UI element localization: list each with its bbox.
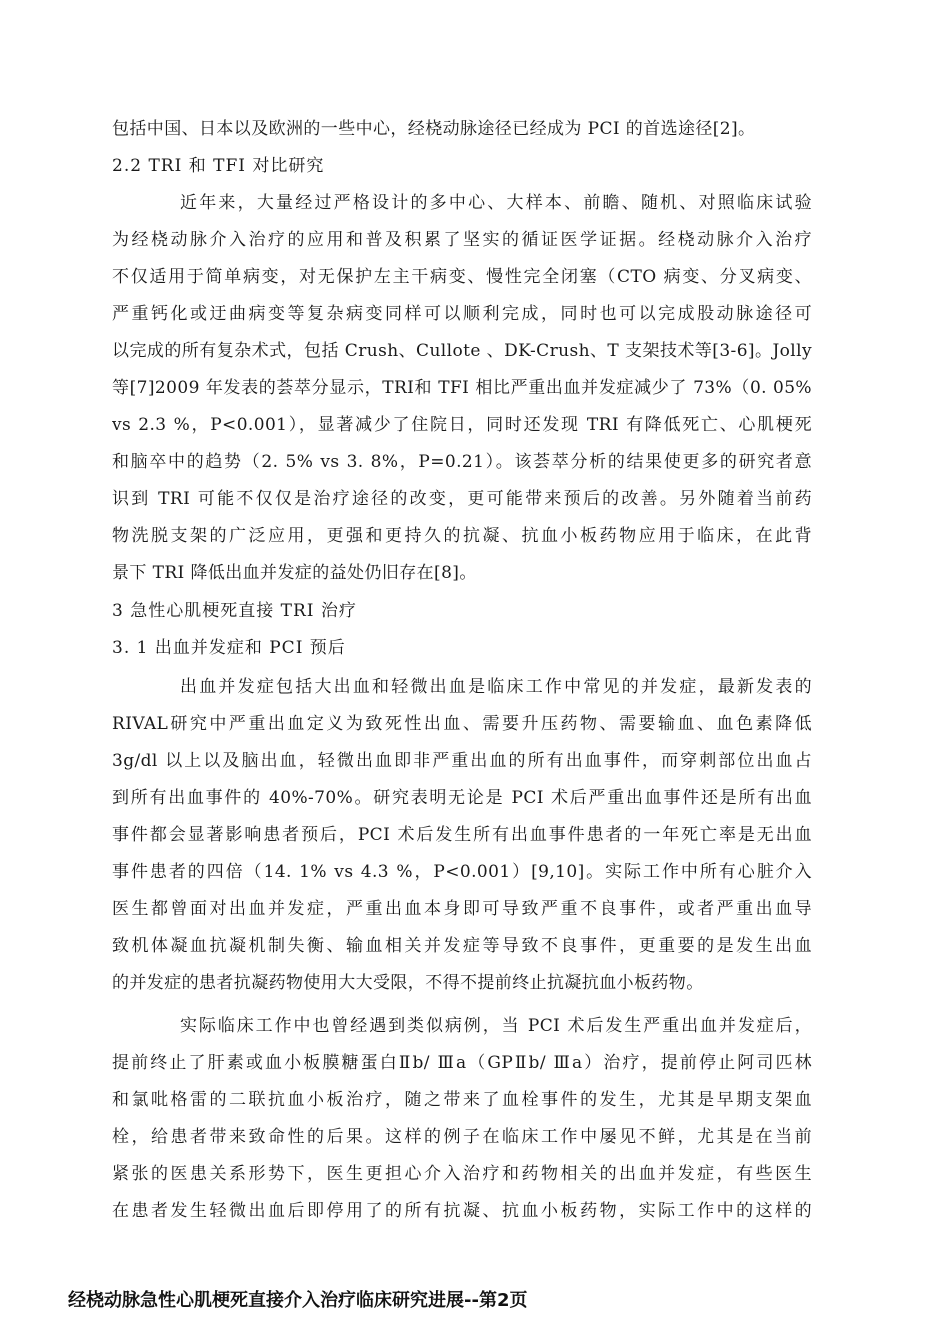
text-line: 等[7]2009 年发表的荟萃分显示，TRI和 TFI 相比严重出血并发症减少了 73%（0. 05% [112, 378, 812, 398]
section-heading-3-1: 3. 1 出血并发症和 PCI 预后 [112, 638, 346, 658]
text-line: 和脑卒中的趋势（2. 5% vs 3. 8%，P=0.21）。该荟萃分析的结果使更多的研究者意 [112, 452, 812, 472]
text-line: 实际临床工作中也曾经遇到类似病例，当 PCI 术后发生严重出血并发症后， [180, 1016, 812, 1036]
text-line: 提前终止了肝素或血小板膜糖蛋白Ⅱb/ Ⅲa（GPⅡb/ Ⅲa）治疗，提前停止阿司匹林 [112, 1053, 812, 1073]
text-line: 事件患者的四倍（14. 1% vs 4.3 %，P<0.001）[9,10]。实际工作中所有心脏介入 [112, 862, 812, 882]
text-line: 识到 TRI 可能不仅仅是治疗途径的改变，更可能带来预后的改善。另外随着当前药 [112, 489, 812, 509]
text-line: 3g/dl 以上以及脑出血，轻微出血即非严重出血的所有出血事件，而穿刺部位出血占 [112, 751, 812, 771]
text-line: 为经桡动脉介入治疗的应用和普及积累了坚实的循证医学证据。经桡动脉介入治疗 [112, 230, 812, 250]
text-line: 出血并发症包括大出血和轻微出血是临床工作中常见的并发症，最新发表的 [180, 677, 812, 697]
text-line: 不仅适用于简单病变，对无保护左主干病变、慢性完全闭塞（CTO 病变、分叉病变、 [112, 267, 812, 287]
text-line: 包括中国、日本以及欧洲的一些中心，经桡动脉途径已经成为 PCI 的首选途径[2]。 [112, 119, 756, 139]
text-line: 事件都会显著影响患者预后，PCI 术后发生所有出血事件患者的一年死亡率是无出血 [112, 825, 812, 845]
text-line: 在患者发生轻微出血后即停用了的所有抗凝、抗血小板药物，实际工作中的这样的 [112, 1201, 812, 1221]
text-line: 严重钙化或迂曲病变等复杂病变同样可以顺利完成，同时也可以完成股动脉途径可 [112, 304, 812, 324]
text-line: vs 2.3 %，P<0.001），显著减少了住院日，同时还发现 TRI 有降低死亡、心肌梗死 [112, 415, 812, 435]
text-line: 致机体凝血抗凝机制失衡、输血相关并发症等导致不良事件，更重要的是发生出血 [112, 936, 812, 956]
section-heading-3: 3 急性心肌梗死直接 TRI 治疗 [112, 601, 357, 621]
text-line: 栓，给患者带来致命性的后果。这样的例子在临床工作中屡见不鲜，尤其是在当前 [112, 1127, 812, 1147]
text-line: 和氯吡格雷的二联抗血小板治疗，随之带来了血栓事件的发生，尤其是早期支架血 [112, 1090, 812, 1110]
section-heading-2-2: 2.2 TRI 和 TFI 对比研究 [112, 156, 325, 176]
text-line: 以完成的所有复杂术式，包括 Crush、Cullote 、DK-Crush、T 支架技术等[3-6]。Jolly [112, 341, 812, 361]
text-line: 到所有出血事件的 40%-70%。研究表明无论是 PCI 术后严重出血事件还是所有出血 [112, 788, 812, 808]
text-line: 景下 TRI 降低出血并发症的益处仍旧存在[8]。 [112, 563, 477, 583]
text-line: 的并发症的患者抗凝药物使用大大受限，不得不提前终止抗凝抗血小板药物。 [112, 973, 704, 993]
page-footer: 经桡动脉急性心肌梗死直接介入治疗临床研究进展--第2页 [68, 1290, 528, 1311]
text-line: 医生都曾面对出血并发症，严重出血本身即可导致严重不良事件，或者严重出血导 [112, 899, 812, 919]
text-line: RIVAL研究中严重出血定义为致死性出血、需要升压药物、需要输血、血色素降低 [112, 714, 812, 734]
text-line: 物洗脱支架的广泛应用，更强和更持久的抗凝、抗血小板药物应用于临床，在此背 [112, 526, 812, 546]
text-line: 近年来，大量经过严格设计的多中心、大样本、前瞻、随机、对照临床试验 [180, 193, 812, 213]
text-line: 紧张的医患关系形势下，医生更担心介入治疗和药物相关的出血并发症，有些医生 [112, 1164, 812, 1184]
